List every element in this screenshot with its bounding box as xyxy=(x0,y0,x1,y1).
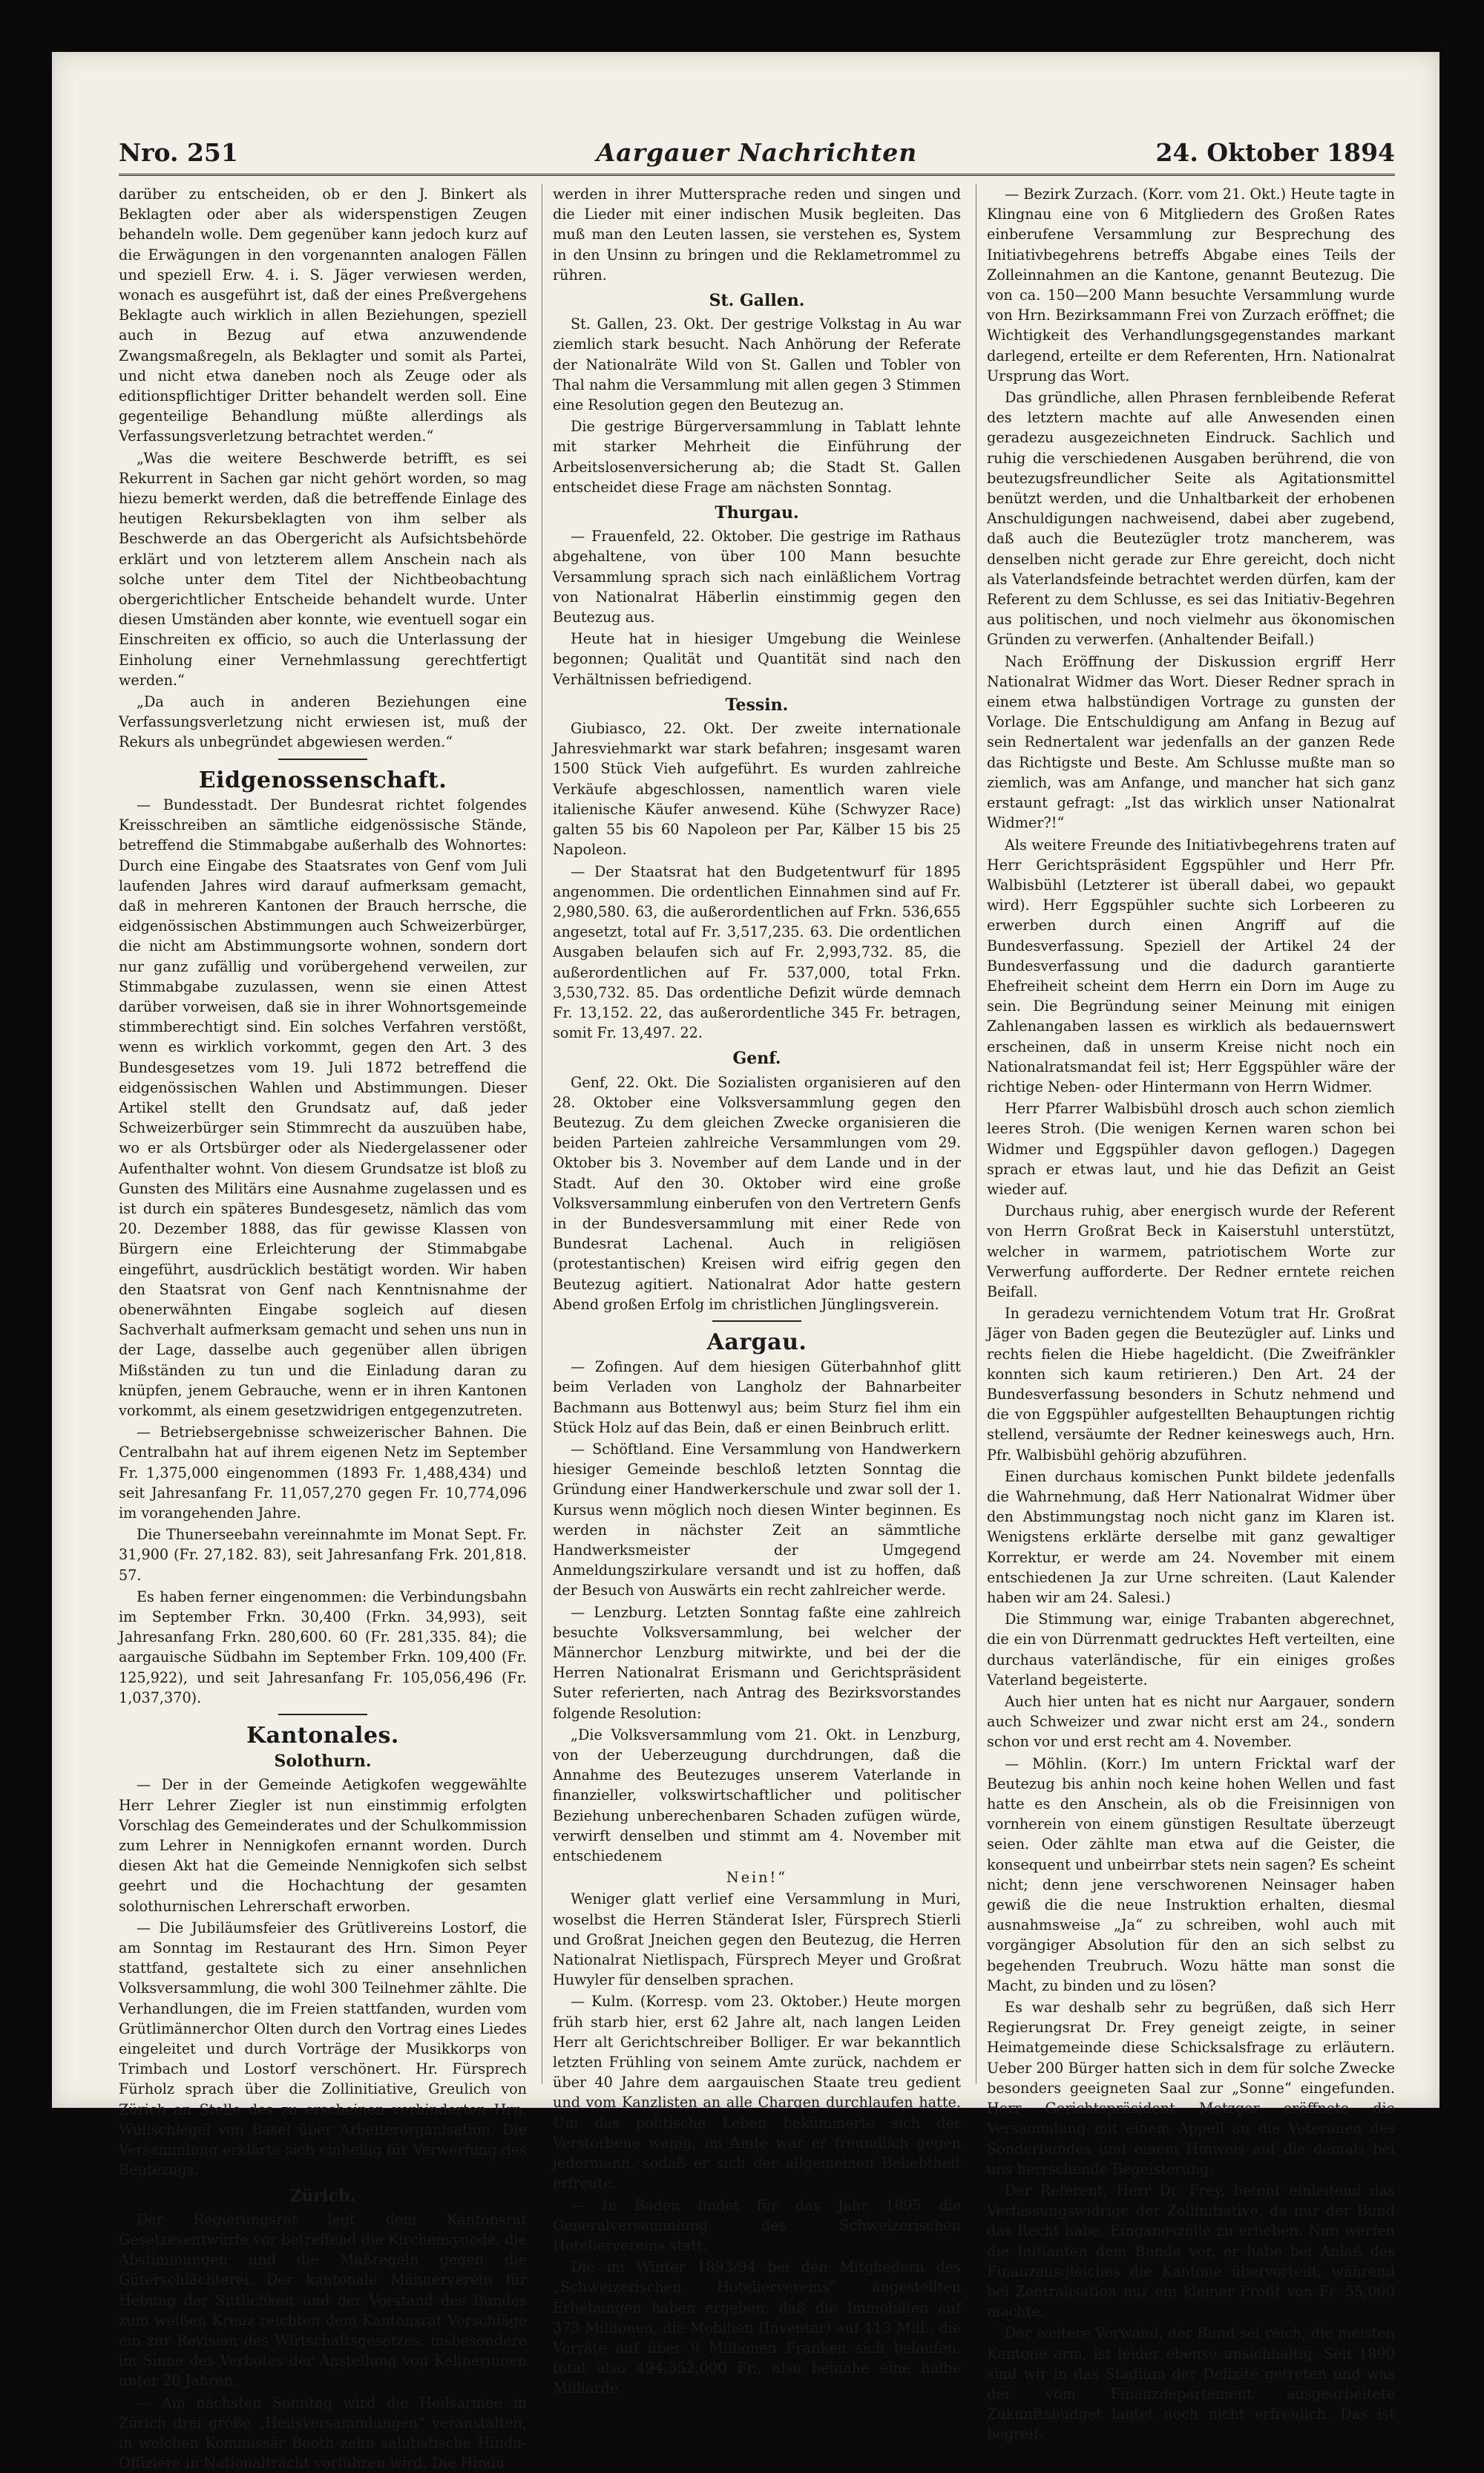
paragraph: — Der Staatsrat hat den Budgetentwurf für 1895 angenommen. Die ordentlichen Einnahmen sind auf Fr. 2,980,580. 63, die außerordentlichen auf Frkn. 536,655 angesetzt, total auf Fr. 3,517,235. 63. Die ordentlichen Ausgaben belaufen sich auf Fr. 2,993,732. 85, die außerordentlichen auf Fr. 537,000, total Frkn. 3,530,732. 85. Das ordentliche Defizit würde demnach Fr. 13,152. 22, das außerordentliche 345 Fr. betragen, somit Fr. 13,497. 22. xyxy=(553,862,961,1042)
paragraph: Herr Pfarrer Walbisbühl drosch auch schon ziemlich leeres Stroh. (Die wenigen Kernen waren schon bei Widmer und Eggspühler davon geflogen.) Dagegen sprach er etwas laut, und hie das Defizit an Geist wieder auf. xyxy=(987,1100,1395,1198)
paragraph: Weniger glatt verlief eine Versammlung in Muri, woselbst die Herren Ständerat Isler, Fürsprech Stierli und Großrat Jneichen gegen den Beutezug, die Herren Nationalrat Nietlispach, Fürsprech Meyer und Großrat Huwyler für denselben sprachen. xyxy=(553,1890,961,1989)
subsection-heading: Genf. xyxy=(732,1049,781,1069)
paragraph: Als weitere Freunde des Initiativbegehrens traten auf Herr Gerichtspräsident Eggspühler und Herr Pfr. Walbisbühl (Letzterer ist überall dabei, wo gepaukt wird). Herr Eggspühler suchte sich Lorbeeren zu erwerben durch einen Angriff auf die Bundesverfassung. Speziell der Artikel 24 der Bundesverfassung und die dadurch garantierte Ehefreiheit scheint dem Herrn ein Dorn im Auge zu sein. Die Begründung seiner Meinung mit einigen Zahlenangaben lassen es wirklich als bedauernswert erscheinen, daß in unserm Kreise nicht noch ein Nationalratsmandat feil ist; Herr Eggspühler wäre der richtige Neben- oder Hintermann von Herrn Widmer. xyxy=(987,836,1395,1095)
section-heading: Eidgenossenschaft. xyxy=(198,767,447,793)
paragraph: — Der in der Gemeinde Aetigkofen weggewählte Herr Lehrer Ziegler ist nun einstimmig erfolgten Vorschlag des Gemeinderates und der Schulkommission zum Lehrer in Nennigkofen ernannt worden. Durch diesen Akt hat die Gemeinde Nennigkofen sich selbst geehrt und die Hochachtung der gesamten solothurnischen Lehrerschaft erworben. xyxy=(119,1776,527,1915)
paragraph: — Am nächsten Sonntag wird die Heilsarmee in Zürich drei große „Heilsversammlungen“ veranstalten, in welchen Kommissär Booth zehn salutistische Hindu-Offiziere in Nationaltracht vorführen wird. Die Hindu xyxy=(119,2394,527,2472)
paragraph: darüber zu entscheiden, ob er den J. Binkert als Beklagten oder aber als widerspenstigen Zeugen behandeln wolle. Dem gegenüber kann jedoch kurz auf die Erwägungen in den vorgenannten analogen Fällen und speziell Erw. 4. i. S. Jäger verwiesen werden, wonach es ausgeführt ist, daß der eines Preßvergehens Beklagte auch wirklich in allen Beziehungen, speziell auch in Bezug auf etwa anzuwendende Zwangsmaßregeln, als Beklagter und somit als Partei, und nicht etwa daneben noch als Zeuge oder als editionspflichtiger Dritter behandelt werden soll. Eine gegenteilige Behandlung müßte allerdings als Verfassungsverletzung betrachtet werden.“ xyxy=(119,186,527,445)
column-3 xyxy=(976,184,1395,2443)
newspaper-title: Aargauer Nachrichten xyxy=(596,138,918,167)
divider xyxy=(278,759,367,760)
paragraph: — Schöftland. Eine Versammlung von Handwerkern hiesiger Gemeinde beschloß letzten Sonntag die Gründung einer Handwerkerschule und zwar soll der 1. Kursus wenn möglich noch diesen Winter beginnen. Es werden in nächster Zeit an sämmtliche Handwerksmeister der Umgegend Anmeldungszirkulare versandt und ist zu hoffen, daß der Besuch von Auswärts ein recht zahlreicher werde. xyxy=(553,1440,961,1599)
paragraph: Der Referent, Herr Dr. Frey, betont einleitend das Verfassungswidrige der Zollinitiative, da nur der Bund das Recht habe, Eingangszölle zu erheben. Nun werfen die Initianten dem Bunde vor, er habe bei Anlaß des Finanzausgleiches die Kantone übervorteilt, während bei Zentralisation nur ein kleiner Profit von Fr. 55,000 machte. xyxy=(987,2181,1395,2321)
paragraph: — Frauenfeld, 22. Oktober. Die gestrige im Rathaus abgehaltene, von über 100 Mann besuchte Versammlung sprach sich nach einläßlichem Vortrag von Nationalrat Häberlin einstimmig gegen den Beutezug aus. xyxy=(553,528,961,626)
paragraph: Einen durchaus komischen Punkt bildete jedenfalls die Wahrnehmung, daß Herr Nationalrat Widmer über den Abstimmungstag noch nicht ganz im Klaren ist. Wenigstens erklärte derselbe mit ganz gewaltiger Korrektur, er werde am 24. November mit einem entschiedenen Ja zur Urne schreiten. (Laut Kalender haben wir am 24. Salesi.) xyxy=(987,1467,1395,1607)
paragraph: Nach Eröffnung der Diskussion ergriff Herr Nationalrat Widmer das Wort. Dieser Redner sprach in einem etwa halbstündigen Vortrage zu gunsten der Vorlage. Die Entschuldigung am Anfang in Bezug auf sein Rednertalent war jedenfalls an der ganzen Rede das Richtigste und Beste. Am Schlusse mußte man so ziemlich, was am Anfange, und mancher hat sich ganz erstaunt gefragt: „Ist das wirklich unser Nationalrat Widmer?!“ xyxy=(987,652,1395,832)
paragraph: Das gründliche, allen Phrasen fernbleibende Referat des letztern machte auf alle Anwesenden einen geradezu ausgezeichneten Eindruck. Sachlich und ruhig die verschiedenen Ausgaben berührend, die von beutezugsfreundlicher Seite als Agitationsmittel benützt werden, und die Unhaltbarkeit der erhobenen Anschuldigungen nachweisend, dabei aber zugebend, daß auch die Beutezügler trotz mancherem, was denselben nicht gerade zur Ehre gereicht, doch nicht als Vaterlandsfeinde betrachtet werden dürfen, kam der Referent zu dem Schlusse, es sei das Initiativ-Begehren aus politischen, und noch vielmehr aus ökonomischen Gründen zu verwerfen. (Anhaltender Beifall.) xyxy=(987,389,1395,649)
paragraph: „Was die weitere Beschwerde betrifft, es sei Rekurrent in Sachen gar nicht gehört worden, so mag hiezu bemerkt werden, daß die betreffende Einlage des heutigen Rekursbeklagten von ihm selber als Beschwerde an das Obergericht als Aufsichtsbehörde erklärt und von letzterem allem Anschein nach als solche unter dem Titel der Nichtbeobachtung obergerichtlicher Entscheide behandelt wurde. Unter diesen Umständen aber konnte, wie eventuell sogar ein Einschreiten ex officio, so auch die Unterlassung der Einholung einer Vernehmlassung gerechtfertigt werden.“ xyxy=(119,449,527,689)
paragraph: Nein!“ xyxy=(726,1869,788,1887)
paragraph: — Bundesstadt. Der Bundesrat richtet folgendes Kreisschreiben an sämtliche eidgenössische Stände, betreffend die Stimmabgabe außerhalb des Wohnortes: Durch eine Eingabe des Staatsrates von Genf vom Juli laufenden Jahres wird darauf aufmerksam gemacht, daß in mehreren Kantonen der Brauch herrsche, die eidgenössischen Abstimmungen auch Schweizerbürger, die nicht am Abstimmungsorte wohnen, sondern dort nur ganz zufällig und vorübergehend verweilen, zur Stimmabgabe zuzulassen, wenn sie einen Attest darüber vorweisen, daß sie in ihrer Wohnortsgemeinde stimmberechtigt sind. Ein solches Verfahren verstößt, wenn es wirklich vorkommt, gegen den Art. 3 des Bundesgesetzes vom 19. Juli 1872 betreffend die eidgenössischen Wahlen und Abstimmungen. Dieser Artikel stellt den Grundsatz auf, daß jeder Schweizerbürger sein Stimmrecht da auszuüben habe, wo er als Ortsbürger oder als Niedergelassener oder Aufenthalter wohnt. Von diesem Grundsatze ist bloß zu Gunsten des Militärs eine Ausnahme zugelassen und es ist durch ein späteres Bundesgesetz, nämlich das vom 20. Dezember 1888, das für gewisse Klassen von Bürgern eine Erleichterung der Stimmabgabe eingeführt, ausdrücklich bestätigt worden. Wir haben den Staatsrat von Genf nach Kenntnisnahme der obenerwähnten Eingabe sogleich auf diesen Sachverhalt aufmerksam gemacht und sehen uns nun in der Lage, dasselbe auch gegenüber allen übrigen Mißständen zu tun und die Einladung daran zu knüpfen, jenem Gebrauche, wenn er in ihren Kantonen vorkommt, als einem gesetzwidrigen entgegenzutreten. xyxy=(119,796,527,1419)
paragraph: Der weitere Vorwand, der Bund sei reich, die meisten Kantone arm, ist leider ebenso unsichhaltig. Seit 1890 sind wir in das Stadium der Defizite getreten und was der vom Finanzdepartement ausgearbeitete Zukunftsbudget lautet noch nicht erfreulich. Das ist begreif- xyxy=(987,2325,1395,2443)
issue-number: Nro. 251 xyxy=(119,138,238,167)
paragraph: Die Stimmung war, einige Trabanten abgerechnet, die ein von Dürrenmatt gedrucktes Heft verteilten, eine durchaus vaterländische, für ein einiges großes Vaterland begeisterte. xyxy=(987,1611,1395,1688)
subsection-heading: Solothurn. xyxy=(274,1752,372,1772)
paragraph: werden in ihrer Muttersprache reden und singen und die Lieder mit einer indischen Musik begleiten. Das muß man den Leuten lassen, sie verstehen es, System in den Unsinn zu bringen und die Reklametrommel zu rühren. xyxy=(553,186,961,284)
paragraph: — Kulm. (Korresp. vom 23. Oktober.) Heute morgen früh starb hier, erst 62 Jahre alt, nach langen Leiden Herr alt Gerichtschreiber Bolliger. Er war bekanntlich letzten Frühling von seinem Amte zurück, nachdem er über 40 Jahre dem aargauischen Staate treu gedient und vom Kanzlisten an alle Chargen durchlaufen hatte. Um das politische Leben bekümmerte sich der Verstorbene wenig, im Amte war er freundlich gegen jedermann, sodaß er sich der allgemeinen Beliebtheit erfreute. xyxy=(553,1993,961,2192)
divider xyxy=(278,1714,367,1715)
paragraph: — Betriebsergebnisse schweizerischer Bahnen. Die Centralbahn hat auf ihrem eigenen Netz im September Fr. 1,375,000 eingenommen (1893 Fr. 1,488,434) und seit Jahresanfang Fr. 11,057,270 gegen Fr. 10,774,096 im vorangehenden Jahre. xyxy=(119,1424,527,1522)
column-1 xyxy=(119,184,527,2472)
paragraph: Es war deshalb sehr zu begrüßen, daß sich Herr Regierungsrat Dr. Frey geneigt zeigte, in seiner Heimatgemeinde diese Schicksalsfrage zu erläutern. Ueber 200 Bürger hatten sich in dem für solche Zwecke besonders geeigneten Saal zur „Sonne“ eingefunden. Herr Gerichtspräsident Metzger eröffnete die Versammlung mit einem Appell an die Veteranen des Sonderbundes und einem Hinweis auf die damals bei uns herrschende Begeisterung. xyxy=(987,1999,1395,2178)
paragraph: Die Thunerseebahn vereinnahmte im Monat Sept. Fr. 31,900 (Fr. 27,182. 83), seit Jahresanfang Frk. 201,818. 57. xyxy=(119,1526,527,1584)
paragraph: Durchaus ruhig, aber energisch wurde der Referent von Herrn Großrat Beck in Kaiserstuhl unterstützt, welcher in warmem, patriotischem Worte zur Verwerfung aufforderte. Der Redner erntete reichen Beifall. xyxy=(987,1202,1395,1300)
paragraph: — Bezirk Zurzach. (Korr. vom 21. Okt.) Heute tagte in Klingnau eine von 6 Mitgliedern des Großen Rates einberufene Versammlung zur Besprechung des Initiativbegehrens betreffs Abgabe eines Teils der Zolleinnahmen an die Kantone, genannt Beutezug. Die von ca. 150—200 Mann besuchte Versammlung wurde von Hrn. Bezirksammann Frei von Zurzach eröffnet; die Wichtigkeit des Verhandlungsgegenstandes markant darlegend, erteilte er dem Referenten, Hrn. Nationalrat Ursprung das Wort. xyxy=(987,186,1395,384)
paragraph: Giubiasco, 22. Okt. Der zweite internationale Jahresviehmarkt war stark befahren; insgesamt waren 1500 Stück Vieh aufgeführt. Es wurden zahlreiche Verkäufe abgeschlossen, namentlich waren viele italienische Käufer anwesend. Kühe (Schwyzer Race) galten 55 bis 60 Napoleon per Par, Kälber 15 bis 25 Napoleon. xyxy=(553,720,961,859)
section-heading: Aargau. xyxy=(706,1329,807,1355)
text-columns xyxy=(119,184,1395,2472)
paragraph: Heute hat in hiesiger Umgebung die Weinlese begonnen; Qualität und Quantität sind nach den Verhältnissen befriedigend. xyxy=(553,630,961,688)
paragraph: Genf, 22. Okt. Die Sozialisten organisieren auf den 28. Oktober eine Volksversammlung gegen den Beutezug. Zu dem gleichen Zwecke organisieren die beiden Parteien zahlreiche Versammlungen vom 29. Oktober bis 3. November auf dem Lande und in der Stadt. Auf den 30. Oktober wird eine große Volksversammlung einberufen von den Vertretern Genfs in der Bundesversammlung mit einer Rede von Bundesrat Lachenal. Auch in religiösen (protestantischen) Kreisen wird eifrig gegen den Beutezug agitiert. Nationalrat Ador hatte gestern Abend großen Erfolg im christlichen Jünglingsverein. xyxy=(553,1073,961,1313)
paragraph: Auch hier unten hat es nicht nur Aargauer, sondern auch Schweizer und zwar nicht erst am 24., sondern schon vor und erst recht am 4. November. xyxy=(987,1693,1395,1751)
paragraph: „Die Volksversammlung vom 21. Okt. in Lenzburg, von der Ueberzeugung durchdrungen, daß die Annahme des Beutezuges unserem Vaterlande in finanzieller, volkswirtschaftlicher und politischer Beziehung unberechenbaren Schaden zufügen würde, verwirft denselben und stimmt am 4. November mit entschiedenem xyxy=(553,1726,961,1865)
section-heading: Kantonales. xyxy=(246,1723,399,1749)
paragraph: Die gestrige Bürgerversammlung in Tablatt lehnte mit starker Mehrheit die Einführung der Arbeitslosenversicherung ab; die Stadt St. Gallen entscheidet diese Frage am nächsten Sonntag. xyxy=(553,418,961,496)
paragraph: — Die Jubiläumsfeier des Grütlivereins Lostorf, die am Sonntag im Restaurant des Hrn. Simon Peyer stattfand, gestaltete sich zu einer ansehnlichen Volksversammlung, die wohl 300 Teilnehmer zählte. Die Verhandlungen, die im Freien stattfanden, wurden vom Grütlimännerchor Olten durch den Vortrag eines Liedes eingeleitet und durch Vorträge der Musikkorps von Trimbach und Lostorf verschönert. Hr. Fürsprech Fürholz sprach über die Zollinitiative, Greulich von Zürich an Stelle des zu erscheinen verhinderten Hrn. Wullschlegel von Basel über Arbeiterorganisation. Die Versammlung erklärte sich einhellig für Verwerfung des Beutezugs. xyxy=(119,1919,527,2179)
paragraph: — In Baden findet für das Jahr 1895 die Generalversammlung des Schweizerischen Hoteliervereins statt. xyxy=(553,2196,961,2254)
paragraph: — Lenzburg. Letzten Sonntag faßte eine zahlreich besuchte Volksversammlung, bei welcher der Männerchor Lenzburg mitwirkte, und bei der die Herren Nationalrat Erismann und Gerichtspräsident Suter referierten, nach Antrag des Bezirksvorstandes folgende Resolution: xyxy=(553,1603,961,1722)
paragraph: In geradezu vernichtendem Votum trat Hr. Großrat Jäger von Baden gegen die Beutezügler auf. Links und rechts fielen die Hiebe hageldicht. (Die Zweifränkler konnten sich kaum retirieren.) Den Art. 24 der Bundesverfassung besonders in Schutz nehmend und die von Eggspühler aufgestellten Behauptungen richtig stellend, versäumte der Redner keineswegs auch, Hrn. Pfr. Walbisbühl gehörig abzuführen. xyxy=(987,1305,1395,1464)
paragraph: St. Gallen, 23. Okt. Der gestrige Volkstag in Au war ziemlich stark besucht. Nach Anhörung der Referate der Nationalräte Wild von St. Gallen und Tobler von Thal nahm die Versammlung mit allen gegen 3 Stimmen eine Resolution gegen den Beutezug an. xyxy=(553,315,961,414)
subsection-heading: St. Gallen. xyxy=(709,291,805,311)
page-header xyxy=(119,134,1395,176)
column-2 xyxy=(542,184,961,2397)
subsection-heading: Tessin. xyxy=(725,695,789,715)
divider xyxy=(712,1320,801,1322)
issue-date: 24. Oktober 1894 xyxy=(1155,138,1395,167)
subsection-heading: Thurgau. xyxy=(715,503,799,523)
paragraph: „Da auch in anderen Beziehungen eine Verfassungsverletzung nicht erwiesen ist, muß der Rekurs als unbegründet abgewiesen werden.“ xyxy=(119,693,527,751)
paragraph: Es haben ferner eingenommen: die Verbindungsbahn im September Frkn. 30,400 (Frkn. 34,993), seit Jahresanfang Frkn. 280,600. 60 (Fr. 281,335. 84); die aargauische Südbahn im September Frkn. 109,400 (Fr. 125,922), und seit Jahresanfang Fr. 105,056,496 (Fr. 1,037,370). xyxy=(119,1588,527,1706)
paragraph: Die im Winter 1893/94 bei den Mitgliedern des „Schweizerischen Hoteliervereins“ angestellten Erhebungen haben ergeben, daß die Immobilien auf 373 Millionen, die Mobilien (Inventar) auf 113 Mill., die Vorräte auf über 9 Millionen Franken sich belaufen, total also 494,352,000 Fr., also beinahe eine halbe Milliarde. xyxy=(553,2259,961,2397)
paragraph: — Möhlin. (Korr.) Im untern Fricktal warf der Beutezug bis anhin noch keine hohen Wellen und fast hatte es den Anschein, als ob die Freisinnigen von vornherein von einem günstigen Resultate überzeugt seien. Oder zählte man etwa auf die Geister, die konsequent und unbeirrbar stets nein sagen? Es scheint nicht; denn jene verschworenen Neinsager haben gewiß die die neue Instruktion erhalten, diesmal ausnahmsweise „Ja“ zu schreiben, wohl auch mit vorgängiger Absolution für den an sich selbst zu begehenden Treubruch. Wozu hätte man sonst die Macht, zu binden und zu lösen? xyxy=(987,1755,1395,1994)
paragraph: — Zofingen. Auf dem hiesigen Güterbahnhof glitt beim Verladen von Langholz der Bahnarbeiter Bachmann aus Bottenwyl aus; beim Sturz fiel ihm ein Stück Holz auf das Bein, daß er einen Beinbruch erlitt. xyxy=(553,1358,961,1436)
subsection-heading: Zürich. xyxy=(289,2186,356,2206)
paragraph: Der Regierungsrat legt dem Kantonsrat Gesetzesentwürfe vor betreffend die Kirchensynode, die Abstimmungen und die Maßregeln gegen die Güterschlächterei. Der kantonale Männerverein für Hebung der Sittlichkeit und der Vorstand des Bundes zum weißen Kreuz reichten dem Kantonsrat Vorschläge ein zur Revision des Wirtschaftsgesetzes, insbesondere im Sinne des Verbotes der Anstellung von Kellnerinnen unter 20 Jahren. xyxy=(119,2210,527,2390)
